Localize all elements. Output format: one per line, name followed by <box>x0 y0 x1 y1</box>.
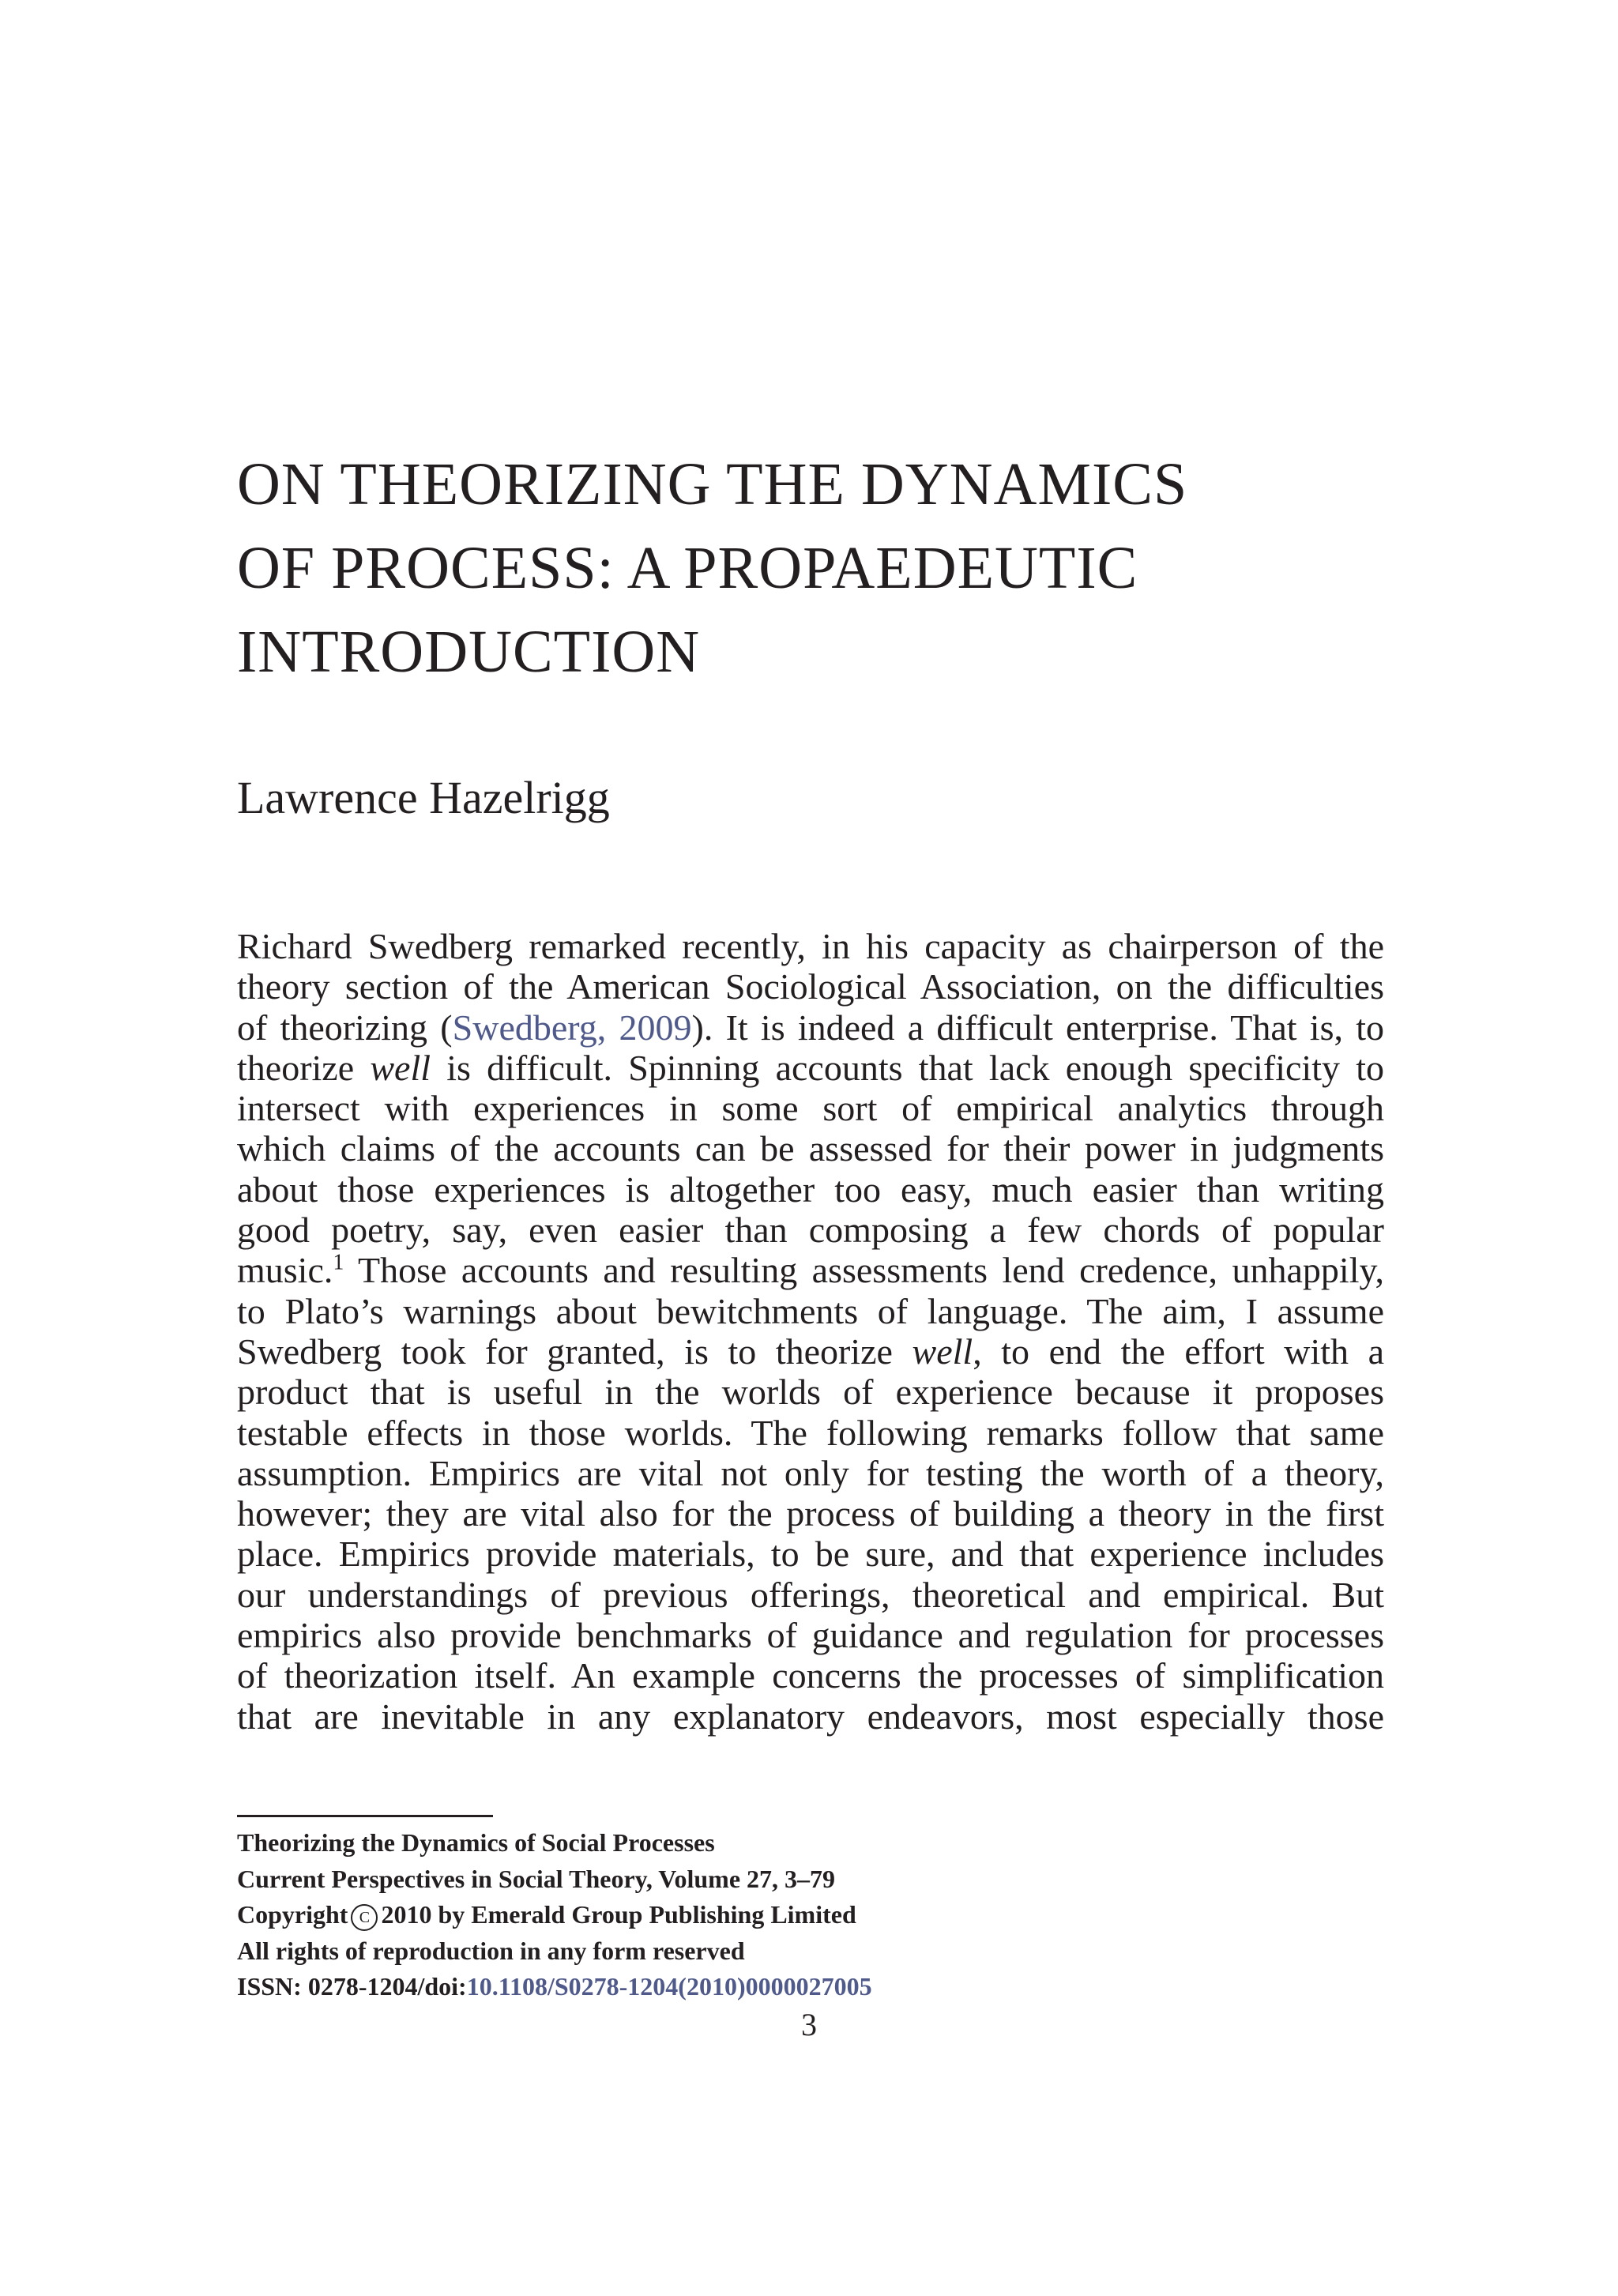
text-line: testable effects in those worlds. The following remarks follow that same <box>237 1412 1384 1453</box>
text-line: good poetry, say, even easier than composing a few chords of popular <box>237 1210 1384 1251</box>
citation-link[interactable]: Swedberg, 2009 <box>452 1007 692 1048</box>
copyright-icon: C <box>351 1904 378 1931</box>
text-line: about those experiences is altogether too easy, much easier than writing <box>237 1169 1384 1210</box>
text-line: assumption. Empirics are vital not only for testing the worth of a theory, <box>237 1452 1384 1493</box>
text-line: theory section of the American Sociological Association, on the difficulties <box>237 966 1384 1007</box>
text-line: that are inevitable in any explanatory endeavors, most especially those <box>237 1696 1384 1737</box>
text-line: place. Empirics provide materials, to be sure, and that experience includes <box>237 1534 1384 1575</box>
emphasis: well <box>370 1047 431 1088</box>
text-line: to Plato’s warnings about bewitchments of language. The aim, I assume <box>237 1290 1384 1331</box>
copyright-line: Copyright C 2010 by Emerald Group Publishing Limited <box>237 1897 1384 1933</box>
emphasis: well <box>912 1331 973 1372</box>
text-line: which claims of the accounts can be assessed for their power in judgments <box>237 1128 1384 1169</box>
text-line: our understandings of previous offerings, theoretical and empirical. But <box>237 1574 1384 1615</box>
text-line: Swedberg took for granted, is to theorize well, to end the effort with a <box>237 1331 1384 1372</box>
text-line: of theorizing (Swedberg, 2009). It is indeed a difficult enterprise. That is, to <box>237 1007 1385 1048</box>
text-line: however; they are vital also for the process of building a theory in the first <box>237 1493 1384 1534</box>
book-title: Theorizing the Dynamics of Social Processes <box>237 1828 715 1857</box>
issn-line: ISSN: 0278-1204/doi:10.1108/S0278-1204(2010)0000027005 <box>237 1972 872 2001</box>
publication-imprint <box>237 1825 1384 2005</box>
text-line: product that is useful in the worlds of experience because it proposes <box>237 1372 1384 1413</box>
title-line: OF PROCESS: A PROPAEDEUTIC <box>237 535 1138 601</box>
text-line: empirics also provide benchmarks of guidance and regulation for processes <box>237 1615 1384 1656</box>
body-paragraph <box>237 926 1384 1737</box>
text-line: music.$^1$ Those accounts and resulting assessments lend credence, unhappily, <box>237 1250 1384 1291</box>
article-title <box>237 442 1422 694</box>
text-line: theorize well is difficult. Spinning accounts that lack enough specificity to <box>237 1047 1384 1088</box>
footnote-divider <box>237 1815 493 1817</box>
text-line: Richard Swedberg remarked recently, in his capacity as chairperson of the <box>237 926 1384 966</box>
author-name: Lawrence Hazelrigg <box>237 772 610 823</box>
text-line: intersect with experiences in some sort of empirical analytics through <box>237 1088 1384 1129</box>
title-line: ON THEORIZING THE DYNAMICS <box>237 451 1188 518</box>
footnote-marker[interactable]: 1 <box>333 1251 344 1276</box>
page-number: 3 <box>801 2007 817 2042</box>
rights-line: All rights of reproduction in any form reserved <box>237 1936 745 1965</box>
doi-link[interactable]: 10.1108/S0278-1204(2010)0000027005 <box>466 1972 872 2001</box>
text-line: of theorization itself. An example concerns the processes of simplification <box>237 1655 1384 1696</box>
title-line: INTRODUCTION <box>237 619 701 685</box>
series-info: Current Perspectives in Social Theory, Volume 27, 3–79 <box>237 1864 836 1893</box>
